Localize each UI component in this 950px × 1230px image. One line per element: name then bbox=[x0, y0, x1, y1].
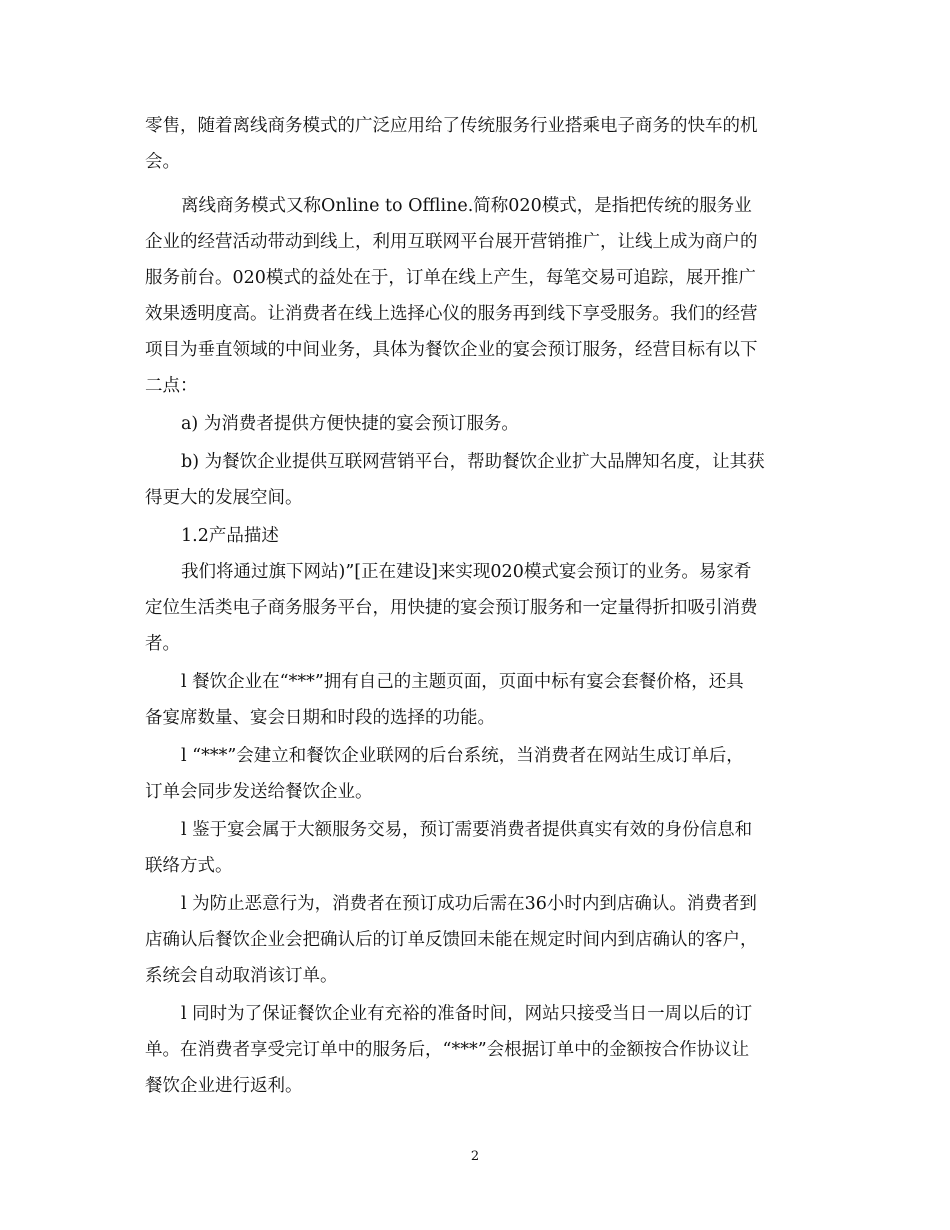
text-line: 会。 bbox=[145, 152, 180, 172]
text-line: 单。在消费者享受完订单中的服务后，“***”会根据订单中的金额按合作协议让 bbox=[145, 1040, 750, 1060]
bullet-item: l 餐饮企业在“***”拥有自己的主题页面，页面中标有宴会套餐价格，还具 bbox=[181, 672, 744, 692]
list-item-a: a) 为消费者提供方便快捷的宴会预订服务。 bbox=[181, 414, 519, 434]
bullet-item: l 为防止恶意行为，消费者在预订成功后需在36小时内到店确认。消费者到 bbox=[181, 894, 757, 914]
text-line: 备宴席数量、宴会日期和时段的选择的功能。 bbox=[145, 708, 495, 728]
text-line: 效果透明度高。让消费者在线上选择心仪的服务再到线下享受服务。我们的经营 bbox=[145, 304, 758, 324]
text-line: 餐饮企业进行返利。 bbox=[145, 1076, 303, 1096]
text-line: 订单会同步发送给餐饮企业。 bbox=[145, 782, 373, 802]
text-line: 联络方式。 bbox=[145, 856, 233, 876]
text-line: 项目为垂直领域的中间业务，具体为餐饮企业的宴会预订服务，经营目标有以下 bbox=[145, 340, 758, 360]
text-line: 企业的经营活动带动到线上，利用互联网平台展开营销推广，让线上成为商户的 bbox=[145, 232, 758, 252]
text-line: 零售，随着离线商务模式的广泛应用给了传统服务行业搭乘电子商务的快车的机 bbox=[145, 116, 758, 136]
page-number: 2 bbox=[470, 1149, 480, 1164]
bullet-item: l 同时为了保证餐饮企业有充裕的准备时间，网站只接受当日一周以后的订 bbox=[181, 1004, 753, 1024]
section-heading: 1.2产品描述 bbox=[181, 526, 279, 546]
text-line: 二点： bbox=[145, 376, 198, 396]
text-line: 得更大的发展空间。 bbox=[145, 488, 303, 508]
bullet-item: l 鉴于宴会属于大额服务交易，预订需要消费者提供真实有效的身份信息和 bbox=[181, 820, 753, 840]
text-line: 者。 bbox=[145, 634, 180, 654]
list-item-b: b) 为餐饮企业提供互联网营销平台，帮助餐饮企业扩大品牌知名度，让其获 bbox=[181, 452, 765, 472]
text-line: 店确认后餐饮企业会把确认后的订单反馈回未能在规定时间内到店确认的客户， bbox=[145, 930, 758, 950]
text-line: 定位生活类电子商务服务平台，用快捷的宴会预订服务和一定量得折扣吸引消费 bbox=[145, 598, 758, 618]
text-line: 离线商务模式又称Online to Offline.简称020模式，是指把传统的服务业 bbox=[181, 196, 752, 216]
text-line: 服务前台。020模式的益处在于，订单在线上产生，每笔交易可追踪，展开推广 bbox=[145, 268, 756, 288]
text-line: 系统会自动取消该订单。 bbox=[145, 966, 338, 986]
text-line: 我们将通过旗下网站)”[正在建设]来实现020模式宴会预订的业务。易家肴 bbox=[181, 562, 752, 582]
bullet-item: l “***”会建立和餐饮企业联网的后台系统，当消费者在网站生成订单后， bbox=[181, 746, 744, 766]
